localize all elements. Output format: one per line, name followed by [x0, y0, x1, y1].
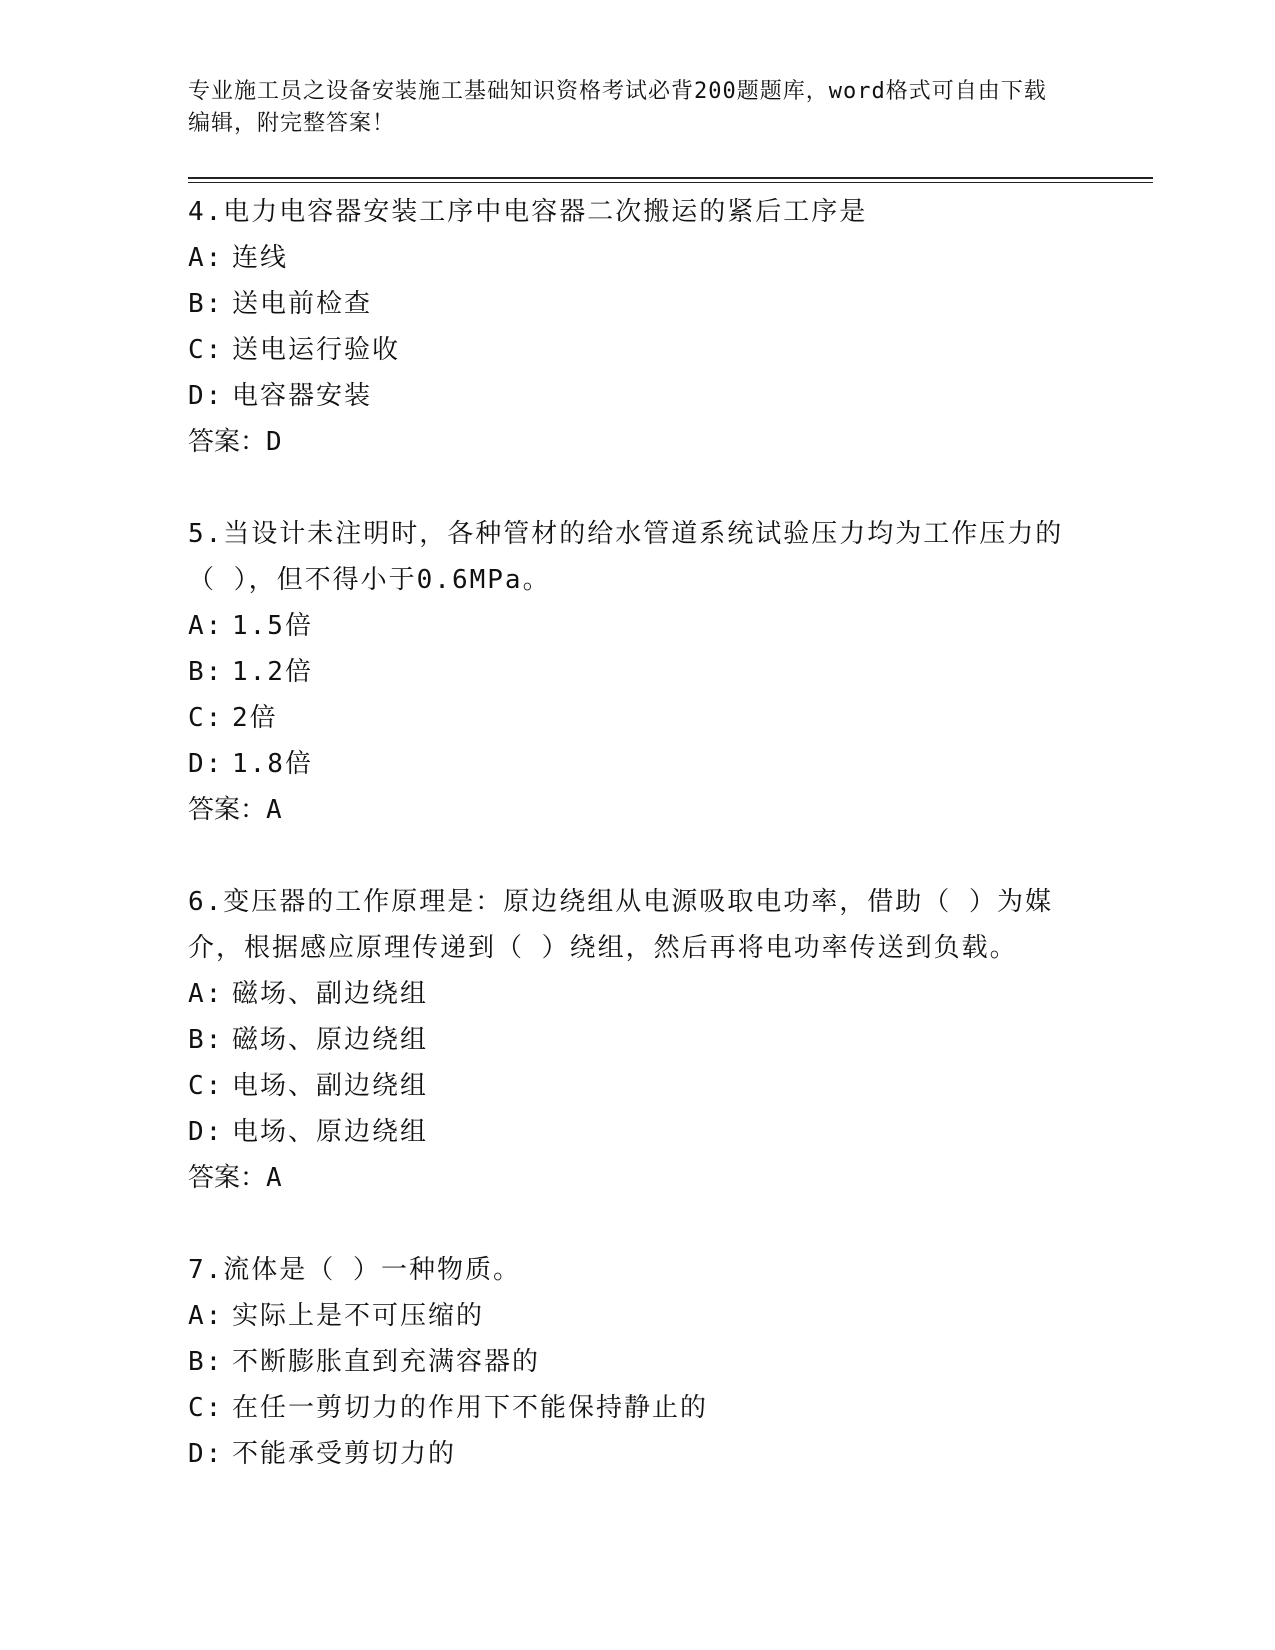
question-item — [188, 511, 1088, 833]
option-text: 电容器安装 — [232, 381, 373, 411]
option-text: 实际上是不可压缩的 — [232, 1301, 485, 1331]
question-item — [188, 879, 1088, 1201]
question-text: 7.流体是（ ）一种物质。 — [188, 1255, 521, 1285]
option-key: A: — [188, 1301, 224, 1331]
header-divider-thick — [188, 177, 1153, 179]
option-c — [188, 327, 1088, 373]
option-text: 不能承受剪切力的 — [232, 1439, 457, 1469]
option-key: C: — [188, 335, 224, 365]
answer-label: 答案： — [188, 795, 267, 825]
option-d — [188, 1109, 1088, 1155]
option-text: 电场、副边绕组 — [232, 1071, 429, 1101]
question-text: 4.电力电容器安装工序中电容器二次搬运的紧后工序是 — [188, 197, 868, 227]
option-key: C: — [188, 703, 224, 733]
question-item — [188, 189, 1088, 465]
option-key: A: — [188, 979, 224, 1009]
answer-label: 答案： — [188, 427, 267, 457]
answer-value: D — [266, 427, 282, 457]
option-key: D: — [188, 1117, 224, 1147]
option-text: 在任一剪切力的作用下不能保持静止的 — [232, 1393, 709, 1423]
option-text: 磁场、原边绕组 — [232, 1025, 429, 1055]
option-key: A: — [188, 611, 224, 641]
answer-value: A — [266, 1163, 282, 1193]
option-a — [188, 603, 1088, 649]
option-key: D: — [188, 749, 224, 779]
option-text: 送电运行验收 — [232, 335, 401, 365]
answer-line — [188, 419, 1088, 465]
option-key: D: — [188, 381, 224, 411]
option-key: A: — [188, 243, 224, 273]
question-list — [188, 189, 1088, 1523]
option-c — [188, 1063, 1088, 1109]
option-text: 电场、原边绕组 — [232, 1117, 429, 1147]
question-text: 5.当设计未注明时，各种管材的给水管道系统试验压力均为工作压力的（ ），但不得小于0.6MPa。 — [188, 519, 1064, 595]
header-title: 专业施工员之设备安装施工基础知识资格考试必背200题题库，word格式可自由下载编辑，附完整答案！ — [188, 79, 1047, 136]
option-text: 送电前检查 — [232, 289, 373, 319]
answer-value: A — [266, 795, 282, 825]
option-key: D: — [188, 1439, 224, 1469]
answer-line — [188, 1155, 1088, 1201]
option-text: 1.2倍 — [232, 657, 313, 687]
option-b — [188, 649, 1088, 695]
option-a — [188, 235, 1088, 281]
option-b — [188, 281, 1088, 327]
option-text: 连线 — [232, 243, 289, 273]
question-text: 6.变压器的工作原理是：原边绕组从电源吸取电功率，借助（ ）为媒介，根据感应原理传递到（ ）绕组，然后再将电功率传送到负载。 — [188, 887, 1053, 963]
document-header — [188, 76, 1068, 140]
option-key: C: — [188, 1071, 224, 1101]
option-d — [188, 373, 1088, 419]
option-key: C: — [188, 1393, 224, 1423]
question-item — [188, 1247, 1088, 1477]
option-a — [188, 1293, 1088, 1339]
option-key: B: — [188, 1025, 224, 1055]
answer-line — [188, 787, 1088, 833]
option-text: 不断膨胀直到充满容器的 — [232, 1347, 541, 1377]
option-key: B: — [188, 289, 224, 319]
option-c — [188, 1385, 1088, 1431]
option-text: 磁场、副边绕组 — [232, 979, 429, 1009]
option-b — [188, 1339, 1088, 1385]
option-text: 2倍 — [232, 703, 278, 733]
option-d — [188, 741, 1088, 787]
option-text: 1.8倍 — [232, 749, 313, 779]
header-divider-thin — [188, 182, 1153, 183]
option-key: B: — [188, 657, 224, 687]
option-c — [188, 695, 1088, 741]
option-text: 1.5倍 — [232, 611, 313, 641]
option-b — [188, 1017, 1088, 1063]
answer-label: 答案： — [188, 1163, 267, 1193]
option-key: B: — [188, 1347, 224, 1377]
option-a — [188, 971, 1088, 1017]
option-d — [188, 1431, 1088, 1477]
